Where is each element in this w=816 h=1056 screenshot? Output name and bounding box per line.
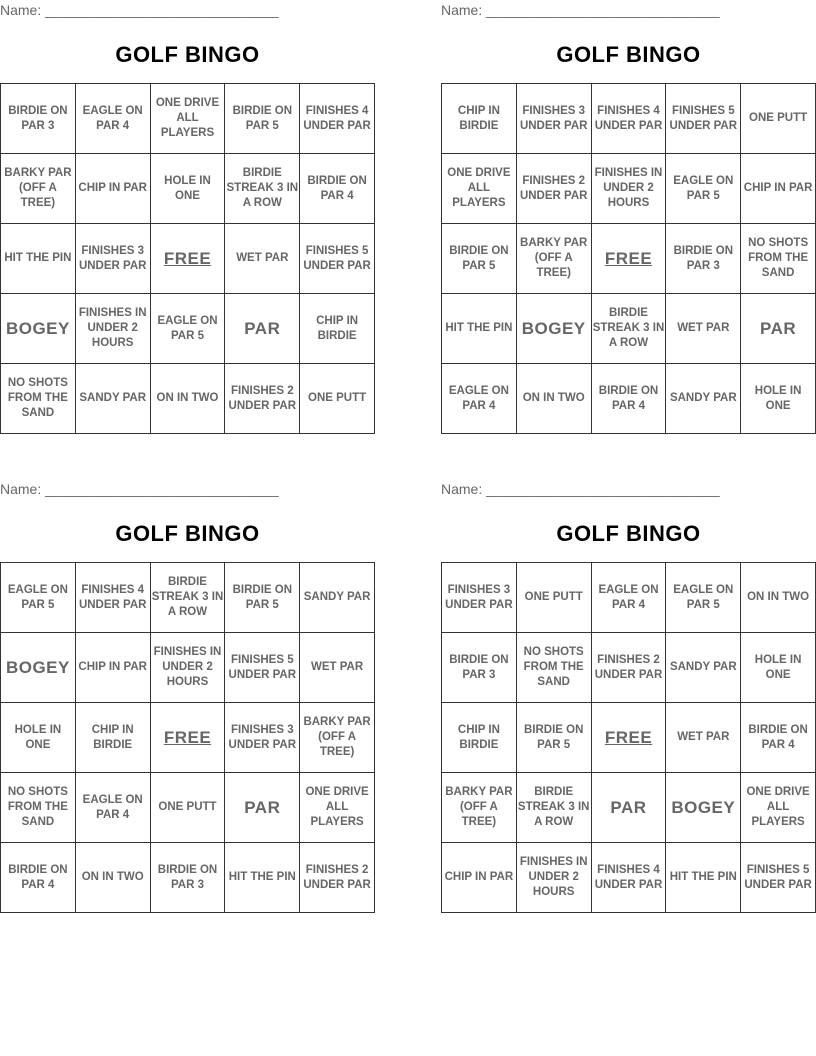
- bingo-cell[interactable]: BIRDIE ON PAR 5: [225, 563, 300, 633]
- bingo-cell[interactable]: ONE PUTT: [151, 773, 226, 843]
- bingo-cell[interactable]: CHIP IN BIRDIE: [300, 294, 375, 364]
- bingo-cell[interactable]: HIT THE PIN: [442, 294, 517, 364]
- bingo-cell[interactable]: FINISHES IN UNDER 2 HOURS: [76, 294, 151, 364]
- bingo-cell[interactable]: CHIP IN PAR: [741, 154, 816, 224]
- card-title: GOLF BINGO: [115, 42, 260, 67]
- bingo-cell[interactable]: BOGEY: [1, 294, 76, 364]
- bingo-cell[interactable]: BIRDIE STREAK 3 IN A ROW: [151, 563, 226, 633]
- bingo-cell[interactable]: EAGLE ON PAR 4: [76, 84, 151, 154]
- bingo-cell[interactable]: FINISHES 2 UNDER PAR: [225, 364, 300, 434]
- bingo-cell[interactable]: FINISHES IN UNDER 2 HOURS: [151, 633, 226, 703]
- bingo-cell[interactable]: BIRDIE ON PAR 3: [442, 633, 517, 703]
- bingo-cell[interactable]: PAR: [592, 773, 667, 843]
- bingo-cell[interactable]: HIT THE PIN: [1, 224, 76, 294]
- bingo-cell[interactable]: FINISHES 3 UNDER PAR: [517, 84, 592, 154]
- bingo-cell[interactable]: NO SHOTS FROM THE SAND: [1, 773, 76, 843]
- name-field: Name: ______________________________: [0, 481, 279, 497]
- bingo-cell[interactable]: HIT THE PIN: [666, 843, 741, 913]
- bingo-cell[interactable]: CHIP IN BIRDIE: [442, 84, 517, 154]
- bingo-grid: [441, 83, 816, 434]
- bingo-cell[interactable]: BIRDIE ON PAR 4: [741, 703, 816, 773]
- bingo-cell[interactable]: BIRDIE ON PAR 3: [151, 843, 226, 913]
- bingo-cell[interactable]: BIRDIE ON PAR 5: [225, 84, 300, 154]
- bingo-cell[interactable]: SANDY PAR: [666, 364, 741, 434]
- bingo-cell[interactable]: WET PAR: [225, 224, 300, 294]
- bingo-cell[interactable]: BARKY PAR (OFF A TREE): [442, 773, 517, 843]
- bingo-cell[interactable]: EAGLE ON PAR 4: [76, 773, 151, 843]
- bingo-cell[interactable]: WET PAR: [300, 633, 375, 703]
- bingo-cell[interactable]: ON IN TWO: [517, 364, 592, 434]
- bingo-cell[interactable]: EAGLE ON PAR 5: [151, 294, 226, 364]
- bingo-cell[interactable]: NO SHOTS FROM THE SAND: [741, 224, 816, 294]
- bingo-cell[interactable]: ONE DRIVE ALL PLAYERS: [151, 84, 226, 154]
- bingo-grid: [441, 562, 816, 913]
- name-field: Name: ______________________________: [441, 2, 720, 18]
- bingo-cell[interactable]: BIRDIE STREAK 3 IN A ROW: [225, 154, 300, 224]
- bingo-cell[interactable]: FINISHES IN UNDER 2 HOURS: [517, 843, 592, 913]
- bingo-cell[interactable]: HOLE IN ONE: [151, 154, 226, 224]
- bingo-cell[interactable]: ONE DRIVE ALL PLAYERS: [300, 773, 375, 843]
- bingo-cell[interactable]: HOLE IN ONE: [1, 703, 76, 773]
- bingo-cell[interactable]: BOGEY: [517, 294, 592, 364]
- bingo-cell[interactable]: ON IN TWO: [151, 364, 226, 434]
- bingo-cell[interactable]: PAR: [225, 294, 300, 364]
- bingo-cell[interactable]: ONE DRIVE ALL PLAYERS: [741, 773, 816, 843]
- bingo-cell[interactable]: FINISHES 3 UNDER PAR: [442, 563, 517, 633]
- bingo-cell[interactable]: FINISHES 5 UNDER PAR: [741, 843, 816, 913]
- bingo-cell[interactable]: SANDY PAR: [300, 563, 375, 633]
- bingo-cell[interactable]: EAGLE ON PAR 4: [592, 563, 667, 633]
- bingo-cell[interactable]: CHIP IN PAR: [442, 843, 517, 913]
- bingo-cell[interactable]: FINISHES 4 UNDER PAR: [592, 843, 667, 913]
- bingo-cell[interactable]: EAGLE ON PAR 4: [442, 364, 517, 434]
- bingo-cell[interactable]: EAGLE ON PAR 5: [666, 154, 741, 224]
- bingo-cell[interactable]: HIT THE PIN: [225, 843, 300, 913]
- bingo-cell[interactable]: PAR: [741, 294, 816, 364]
- bingo-cell[interactable]: SANDY PAR: [666, 633, 741, 703]
- bingo-cell[interactable]: CHIP IN BIRDIE: [76, 703, 151, 773]
- bingo-cell[interactable]: FINISHES 4 UNDER PAR: [592, 84, 667, 154]
- bingo-cell[interactable]: BIRDIE STREAK 3 IN A ROW: [592, 294, 667, 364]
- bingo-cell[interactable]: PAR: [225, 773, 300, 843]
- bingo-cell[interactable]: ONE PUTT: [517, 563, 592, 633]
- bingo-cell[interactable]: BIRDIE ON PAR 4: [1, 843, 76, 913]
- free-space[interactable]: FREE: [592, 703, 667, 773]
- bingo-cell[interactable]: NO SHOTS FROM THE SAND: [517, 633, 592, 703]
- bingo-cell[interactable]: ON IN TWO: [76, 843, 151, 913]
- bingo-cell[interactable]: FINISHES 2 UNDER PAR: [592, 633, 667, 703]
- bingo-cell[interactable]: FINISHES 3 UNDER PAR: [76, 224, 151, 294]
- bingo-cell[interactable]: FINISHES 4 UNDER PAR: [300, 84, 375, 154]
- bingo-cell[interactable]: NO SHOTS FROM THE SAND: [1, 364, 76, 434]
- bingo-cell[interactable]: ONE PUTT: [741, 84, 816, 154]
- bingo-cell[interactable]: BIRDIE STREAK 3 IN A ROW: [517, 773, 592, 843]
- bingo-cell[interactable]: BOGEY: [1, 633, 76, 703]
- bingo-cell[interactable]: FINISHES 3 UNDER PAR: [225, 703, 300, 773]
- free-space[interactable]: FREE: [151, 224, 226, 294]
- bingo-cell[interactable]: BOGEY: [666, 773, 741, 843]
- free-space[interactable]: FREE: [592, 224, 667, 294]
- bingo-cell[interactable]: BARKY PAR (OFF A TREE): [300, 703, 375, 773]
- bingo-cell[interactable]: BIRDIE ON PAR 4: [592, 364, 667, 434]
- bingo-cell[interactable]: WET PAR: [666, 703, 741, 773]
- bingo-cell[interactable]: ON IN TWO: [741, 563, 816, 633]
- bingo-cell[interactable]: ONE PUTT: [300, 364, 375, 434]
- bingo-cell[interactable]: SANDY PAR: [76, 364, 151, 434]
- bingo-cell[interactable]: CHIP IN BIRDIE: [442, 703, 517, 773]
- bingo-cell[interactable]: FINISHES 2 UNDER PAR: [300, 843, 375, 913]
- bingo-cell[interactable]: BIRDIE ON PAR 5: [442, 224, 517, 294]
- bingo-cell[interactable]: FINISHES 4 UNDER PAR: [76, 563, 151, 633]
- name-field: Name: ______________________________: [0, 2, 279, 18]
- card-title: GOLF BINGO: [556, 521, 701, 546]
- bingo-cell[interactable]: BARKY PAR (OFF A TREE): [1, 154, 76, 224]
- bingo-cell[interactable]: BARKY PAR (OFF A TREE): [517, 224, 592, 294]
- bingo-cell[interactable]: FINISHES 5 UNDER PAR: [300, 224, 375, 294]
- bingo-cell[interactable]: CHIP IN PAR: [76, 633, 151, 703]
- name-field: Name: ______________________________: [441, 481, 720, 497]
- bingo-cell[interactable]: BIRDIE ON PAR 3: [666, 224, 741, 294]
- card-title: GOLF BINGO: [556, 42, 701, 67]
- bingo-cell[interactable]: WET PAR: [666, 294, 741, 364]
- free-space[interactable]: FREE: [151, 703, 226, 773]
- bingo-cell[interactable]: EAGLE ON PAR 5: [666, 563, 741, 633]
- bingo-cell[interactable]: FINISHES 5 UNDER PAR: [225, 633, 300, 703]
- bingo-cell[interactable]: ONE DRIVE ALL PLAYERS: [442, 154, 517, 224]
- bingo-cell[interactable]: CHIP IN PAR: [76, 154, 151, 224]
- bingo-cell[interactable]: FINISHES IN UNDER 2 HOURS: [592, 154, 667, 224]
- bingo-cell[interactable]: EAGLE ON PAR 5: [1, 563, 76, 633]
- bingo-cell[interactable]: HOLE IN ONE: [741, 364, 816, 434]
- bingo-cell[interactable]: FINISHES 5 UNDER PAR: [666, 84, 741, 154]
- bingo-cell[interactable]: BIRDIE ON PAR 4: [300, 154, 375, 224]
- bingo-cell[interactable]: HOLE IN ONE: [741, 633, 816, 703]
- card-title: GOLF BINGO: [115, 521, 260, 546]
- bingo-cell[interactable]: BIRDIE ON PAR 3: [1, 84, 76, 154]
- bingo-cell[interactable]: FINISHES 2 UNDER PAR: [517, 154, 592, 224]
- bingo-grid: [0, 562, 375, 913]
- bingo-grid: [0, 83, 375, 434]
- bingo-cell[interactable]: BIRDIE ON PAR 5: [517, 703, 592, 773]
